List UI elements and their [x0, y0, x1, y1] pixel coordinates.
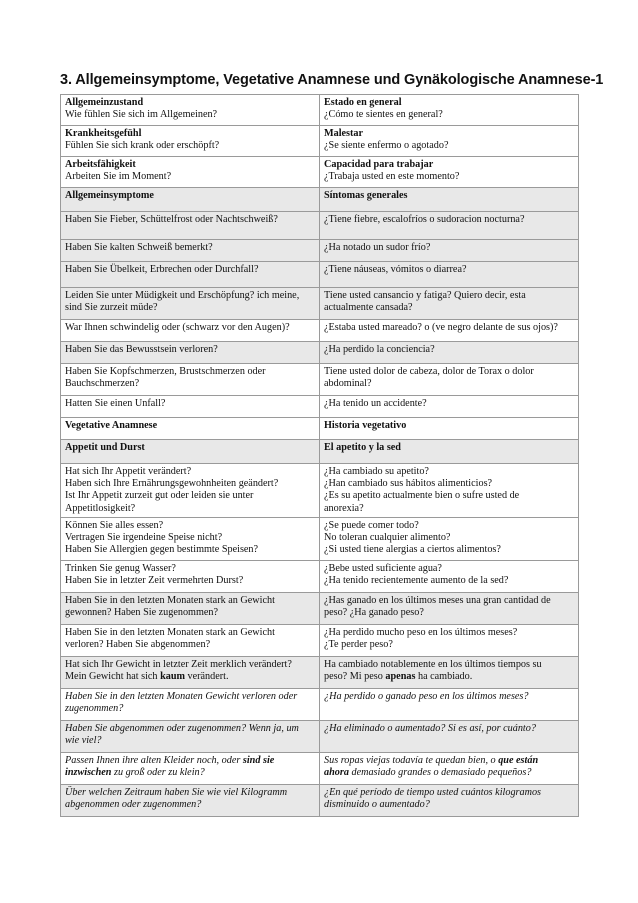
- spanish-cell: [320, 592, 579, 624]
- cell-line: [324, 159, 575, 171]
- table-row: [61, 126, 579, 157]
- cell-line: [324, 140, 575, 152]
- cell-text: sind sie: [242, 754, 275, 766]
- cell-line: [65, 466, 316, 478]
- cell-text: ¿Ha notado un sudor frío?: [324, 242, 431, 253]
- cell-text: verloren? Haben Sie abgenommen?: [65, 639, 211, 651]
- cell-line: [324, 639, 575, 651]
- cell-line: [65, 639, 316, 651]
- cell-text: peso? ¿Ha ganado peso?: [324, 607, 424, 619]
- german-cell: [61, 418, 320, 440]
- cell-line: [324, 595, 575, 607]
- german-cell: [61, 288, 320, 320]
- german-cell: [61, 262, 320, 288]
- cell-text: Trinken Sie genug Wasser?: [65, 562, 176, 574]
- cell-line: [65, 420, 316, 432]
- cell-line: [324, 544, 575, 556]
- cell-text: demasiado grandes o demasiado pequeños?: [348, 767, 532, 779]
- table-row: [61, 188, 579, 212]
- cell-text: Ist Ihr Appetit zurzeit gut oder leiden sie unter: [65, 490, 254, 502]
- cell-line: [65, 242, 316, 254]
- cell-text: kaum: [160, 671, 185, 683]
- table-row: [61, 262, 579, 288]
- cell-line: [65, 290, 316, 302]
- cell-text: gewonnen? Haben Sie zugenommen?: [65, 607, 219, 619]
- cell-line: [65, 366, 316, 378]
- cell-text: Haben Sie Allergien gegen bestimmte Speisen?: [65, 544, 259, 556]
- cell-text: Ha cambiado notablemente en los últimos tiempos su: [324, 658, 542, 670]
- cell-line: [324, 97, 575, 109]
- german-cell: [61, 342, 320, 364]
- german-cell: [61, 624, 320, 656]
- cell-line: [324, 128, 575, 140]
- cell-text: Arbeiten Sie im Moment?: [65, 171, 172, 183]
- german-cell: [61, 688, 320, 720]
- spanish-cell: [320, 320, 579, 342]
- cell-line: [65, 140, 316, 152]
- cell-text: ha cambiado.: [415, 671, 473, 683]
- cell-line: [65, 799, 316, 811]
- page-title: 3. Allgemeinsymptome, Vegetative Anamnese und Gynäkologische Anamnese-1: [60, 72, 604, 88]
- cell-line: [324, 344, 575, 356]
- table-row: [61, 342, 579, 364]
- table-row: [61, 418, 579, 440]
- german-cell: [61, 464, 320, 518]
- cell-line: [65, 691, 316, 703]
- cell-text: disminuido o aumentado?: [324, 799, 430, 811]
- cell-line: [324, 366, 575, 378]
- cell-line: [65, 723, 316, 735]
- cell-text: inzwischen: [65, 767, 112, 779]
- cell-line: [324, 171, 575, 183]
- cell-line: [65, 627, 316, 639]
- cell-line: [324, 190, 575, 202]
- cell-line: [324, 466, 575, 478]
- cell-text: Vertragen Sie irgendeine Speise nicht?: [65, 532, 223, 544]
- cell-text: Haben Sie Übelkeit, Erbrechen oder Durchfall?: [65, 264, 259, 275]
- cell-line: [324, 290, 575, 302]
- cell-text: ¿Estaba usted mareado? o (ve negro delante de sus ojos)?: [324, 322, 558, 333]
- cell-line: [324, 755, 575, 767]
- cell-line: [324, 723, 575, 735]
- anamnese-table: [60, 94, 579, 817]
- german-cell: [61, 656, 320, 688]
- spanish-cell: [320, 364, 579, 396]
- cell-text: Haben Sie Kopfschmerzen, Brustschmerzen oder: [65, 366, 266, 377]
- cell-line: [324, 398, 575, 410]
- cell-line: [324, 659, 575, 671]
- cell-line: [65, 544, 316, 556]
- german-cell: [61, 157, 320, 188]
- german-cell: [61, 212, 320, 240]
- cell-line: [324, 787, 575, 799]
- spanish-cell: [320, 752, 579, 784]
- cell-text: Haben Sie in den letzten Monaten stark an Gewicht: [65, 594, 275, 606]
- table-row: [61, 656, 579, 688]
- german-cell: [61, 784, 320, 816]
- cell-line: [65, 490, 316, 502]
- table-row: [61, 320, 579, 342]
- cell-line: [324, 671, 575, 683]
- cell-text: Síntomas generales: [324, 190, 408, 201]
- cell-text: Vegetative Anamnese: [65, 420, 158, 431]
- cell-line: [324, 799, 575, 811]
- cell-text: Historia vegetativo: [324, 420, 407, 431]
- spanish-cell: [320, 624, 579, 656]
- cell-text: ¿Trabaja usted en este momento?: [324, 171, 460, 183]
- cell-text: zugenommen?: [65, 703, 124, 715]
- german-cell: [61, 592, 320, 624]
- cell-text: Haben Sie in letzter Zeit vermehrten Durst?: [65, 575, 244, 587]
- table-row: [61, 688, 579, 720]
- cell-text: que están: [498, 754, 539, 766]
- german-cell: [61, 560, 320, 592]
- spanish-cell: [320, 95, 579, 126]
- cell-line: [65, 264, 316, 276]
- cell-line: [324, 691, 575, 703]
- spanish-cell: [320, 418, 579, 440]
- cell-text: Leiden Sie unter Müdigkeit und Erschöpfung? ich meine,: [65, 290, 300, 301]
- cell-text: Appetitlosigkeit?: [65, 502, 136, 514]
- german-cell: [61, 188, 320, 212]
- german-cell: [61, 240, 320, 262]
- cell-text: ¿En qué período de tiempo usted cuántos kilogramos: [324, 786, 542, 798]
- spanish-cell: [320, 188, 579, 212]
- cell-line: [324, 302, 575, 314]
- cell-text: Hat sich Ihr Gewicht in letzter Zeit merklich verändert?: [65, 658, 292, 670]
- table-row: [61, 364, 579, 396]
- cell-line: [324, 109, 575, 121]
- table-row: [61, 396, 579, 418]
- cell-line: [65, 503, 316, 515]
- cell-line: [324, 478, 575, 490]
- cell-text: ¿Es su apetito actualmente bien o sufre usted de: [324, 490, 520, 502]
- cell-text: Haben sich Ihre Ernährungsgewohnheiten geändert?: [65, 478, 279, 490]
- cell-line: [324, 563, 575, 575]
- cell-text: Über welchen Zeitraum haben Sie wie viel Kilogramm: [65, 786, 288, 798]
- cell-line: [65, 171, 316, 183]
- cell-line: [324, 503, 575, 515]
- cell-text: ¿Cómo te sientes en general?: [324, 109, 443, 121]
- german-cell: [61, 364, 320, 396]
- cell-text: Sus ropas viejas todavía te quedan bien, o: [324, 754, 499, 766]
- cell-line: [324, 767, 575, 779]
- cell-line: [65, 595, 316, 607]
- table-row: [61, 784, 579, 816]
- cell-text: ¿Bebe usted suficiente agua?: [324, 562, 442, 574]
- spanish-cell: [320, 288, 579, 320]
- table-row: [61, 95, 579, 126]
- cell-text: ¿Ha tenido un accidente?: [324, 398, 427, 409]
- cell-text: wie viel?: [65, 735, 102, 747]
- cell-text: apenas: [385, 671, 416, 683]
- cell-text: ahora: [324, 767, 349, 779]
- table-row: [61, 720, 579, 752]
- table-row: [61, 157, 579, 188]
- cell-line: [65, 735, 316, 747]
- cell-line: [65, 575, 316, 587]
- cell-line: [324, 442, 575, 454]
- cell-line: [324, 575, 575, 587]
- cell-text: Haben Sie kalten Schweiß bemerkt?: [65, 242, 213, 253]
- cell-line: [324, 490, 575, 502]
- cell-text: abgenommen oder zugenommen?: [65, 799, 202, 811]
- spanish-cell: [320, 656, 579, 688]
- table-row: [61, 288, 579, 320]
- cell-line: [65, 755, 316, 767]
- cell-text: Arbeitsfähigkeit: [65, 159, 136, 170]
- cell-text: El apetito y la sed: [324, 442, 401, 453]
- cell-text: Tiene usted dolor de cabeza, dolor de Torax o dolor: [324, 366, 534, 377]
- cell-line: [65, 671, 316, 683]
- cell-text: abdominal?: [324, 378, 372, 390]
- spanish-cell: [320, 262, 579, 288]
- cell-text: Capacidad para trabajar: [324, 159, 434, 170]
- german-cell: [61, 752, 320, 784]
- table-row: [61, 517, 579, 560]
- spanish-cell: [320, 784, 579, 816]
- cell-line: [324, 532, 575, 544]
- cell-text: ¿Ha perdido mucho peso en los últimos meses?: [324, 626, 518, 638]
- table-row: [61, 240, 579, 262]
- cell-text: Allgemeinzustand: [65, 97, 144, 108]
- spanish-cell: [320, 688, 579, 720]
- cell-line: [65, 344, 316, 356]
- cell-text: peso? Mi peso: [324, 671, 386, 683]
- cell-text: ¿Se puede comer todo?: [324, 519, 419, 531]
- spanish-cell: [320, 560, 579, 592]
- table-row: [61, 440, 579, 464]
- german-cell: [61, 396, 320, 418]
- cell-text: Hatten Sie einen Unfall?: [65, 398, 166, 409]
- spanish-cell: [320, 342, 579, 364]
- cell-text: Krankheitsgefühl: [65, 128, 142, 139]
- cell-text: ¿Ha perdido la conciencia?: [324, 344, 435, 355]
- table-row: [61, 212, 579, 240]
- cell-text: Appetit und Durst: [65, 442, 145, 453]
- cell-line: [65, 128, 316, 140]
- cell-line: [324, 607, 575, 619]
- cell-text: ¿Ha perdido o ganado peso en los últimos meses?: [324, 690, 529, 702]
- cell-line: [65, 703, 316, 715]
- cell-line: [65, 190, 316, 202]
- cell-text: ¿Tiene fiebre, escalofríos o sudoracion nocturna?: [324, 214, 525, 225]
- table-row: [61, 624, 579, 656]
- cell-text: Malestar: [324, 128, 364, 139]
- spanish-cell: [320, 240, 579, 262]
- cell-text: verändert.: [184, 671, 229, 683]
- spanish-cell: [320, 396, 579, 418]
- cell-line: [65, 109, 316, 121]
- cell-line: [65, 214, 316, 226]
- cell-text: ¿Te perder peso?: [324, 639, 393, 651]
- cell-line: [65, 442, 316, 454]
- cell-line: [324, 378, 575, 390]
- cell-text: ¿Si usted tiene alergias a ciertos alimentos?: [324, 544, 501, 556]
- cell-line: [65, 563, 316, 575]
- cell-text: ¿Ha tenido recientemente aumento de la sed?: [324, 575, 509, 587]
- cell-line: [65, 398, 316, 410]
- cell-text: War Ihnen schwindelig oder (schwarz vor den Augen)?: [65, 322, 290, 333]
- cell-text: Haben Sie Fieber, Schüttelfrost oder Nachtschweiß?: [65, 214, 278, 225]
- cell-text: zu groß oder zu klein?: [111, 767, 205, 779]
- spanish-cell: [320, 464, 579, 518]
- spanish-cell: [320, 440, 579, 464]
- cell-text: Haben Sie das Bewusstsein verloren?: [65, 344, 218, 355]
- cell-line: [324, 520, 575, 532]
- german-cell: [61, 720, 320, 752]
- cell-text: anorexia?: [324, 502, 364, 514]
- cell-line: [65, 378, 316, 390]
- cell-text: Allgemeinsymptome: [65, 190, 154, 201]
- cell-text: Estado en general: [324, 97, 402, 108]
- cell-line: [324, 322, 575, 334]
- cell-text: ¿Tiene náuseas, vómitos o diarrea?: [324, 264, 467, 275]
- cell-text: ¿Se siente enfermo o agotado?: [324, 140, 449, 152]
- table-row: [61, 752, 579, 784]
- cell-text: Hat sich Ihr Appetit verändert?: [65, 466, 192, 477]
- spanish-cell: [320, 720, 579, 752]
- cell-line: [324, 420, 575, 432]
- cell-text: Tiene usted cansancio y fatiga? Quiero decir, esta: [324, 290, 526, 301]
- table-row: [61, 592, 579, 624]
- cell-text: sind Sie zurzeit müde?: [65, 302, 158, 314]
- cell-text: ¿Has ganado en los últimos meses una gran cantidad de: [324, 594, 551, 606]
- cell-line: [324, 264, 575, 276]
- cell-text: Können Sie alles essen?: [65, 519, 164, 531]
- cell-text: Wie fühlen Sie sich im Allgemeinen?: [65, 109, 218, 121]
- cell-line: [65, 520, 316, 532]
- spanish-cell: [320, 126, 579, 157]
- table-row: [61, 464, 579, 518]
- table-body: [61, 95, 579, 817]
- cell-text: actualmente cansada?: [324, 302, 413, 314]
- spanish-cell: [320, 157, 579, 188]
- cell-line: [324, 214, 575, 226]
- cell-line: [65, 532, 316, 544]
- cell-text: Passen Ihnen ihre alten Kleider noch, oder: [65, 754, 243, 766]
- cell-line: [65, 607, 316, 619]
- cell-line: [65, 322, 316, 334]
- cell-text: ¿Han cambiado sus hábitos alimenticios?: [324, 478, 493, 490]
- cell-text: ¿Ha eliminado o aumentado? Si es así, por cuánto?: [324, 722, 536, 734]
- cell-text: No toleran cualquier alimento?: [324, 532, 451, 544]
- german-cell: [61, 320, 320, 342]
- cell-line: [65, 478, 316, 490]
- spanish-cell: [320, 212, 579, 240]
- cell-line: [324, 627, 575, 639]
- german-cell: [61, 126, 320, 157]
- cell-text: Haben Sie in den letzten Monaten stark an Gewicht: [65, 626, 275, 638]
- german-cell: [61, 95, 320, 126]
- cell-text: Mein Gewicht hat sich: [65, 671, 161, 683]
- cell-text: ¿Ha cambiado su apetito?: [324, 466, 429, 477]
- german-cell: [61, 517, 320, 560]
- cell-text: Fühlen Sie sich krank oder erschöpft?: [65, 140, 220, 152]
- cell-text: Haben Sie abgenommen oder zugenommen? Wenn ja, um: [65, 722, 299, 734]
- cell-line: [324, 242, 575, 254]
- cell-line: [65, 767, 316, 779]
- spanish-cell: [320, 517, 579, 560]
- german-cell: [61, 440, 320, 464]
- cell-text: Bauchschmerzen?: [65, 378, 140, 390]
- cell-line: [65, 159, 316, 171]
- cell-text: Haben Sie in den letzten Monaten Gewicht verloren oder: [65, 690, 298, 702]
- cell-line: [65, 97, 316, 109]
- cell-line: [65, 659, 316, 671]
- cell-line: [65, 302, 316, 314]
- table-row: [61, 560, 579, 592]
- cell-line: [65, 787, 316, 799]
